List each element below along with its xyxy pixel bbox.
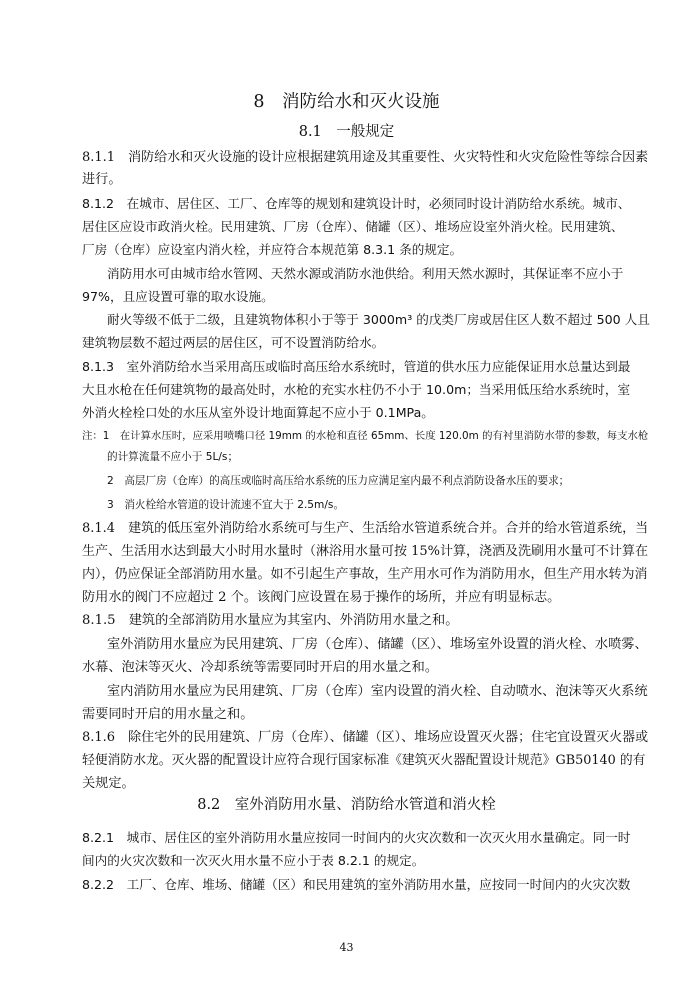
- paragraph-line: 间内的火灾次数和一次灭火用水量不应小于表 8.2.1 的规定。: [82, 853, 425, 868]
- paragraph-line: 居住区应设市政消火栓。民用建筑、厂房（仓库）、储罐（区）、堆场应设室外消火栓。民用建筑、: [82, 219, 624, 234]
- note-line: 注：1 在计算水压时，应采用喷嘴口径 19mm 的水枪和直径 65mm、长度 120.0m 的有衬里消防水带的参数，每支水枪: [82, 430, 649, 442]
- chapter-title: 8 消防给水和灭火设施: [253, 92, 440, 112]
- paragraph-line: 室内消防用水量应为民用建筑、厂房（仓库）室内设置的消火栓、自动喷水、泡沫等灭火系统: [107, 684, 648, 699]
- paragraph-line: 8.1.4 建筑的低压室外消防给水系统可与生产、生活给水管道系统合并。合并的给水管道系统，当: [82, 521, 649, 536]
- note-line: 3 消火栓给水管道的设计流速不宜大于 2.5m/s。: [107, 499, 345, 511]
- paragraph-line: 大且水枪在任何建筑物的最高处时，水枪的充实水柱仍不小于 10.0m；当采用低压给水系统时，室: [82, 382, 631, 397]
- paragraph-line: 室外消防用水量应为民用建筑、厂房（仓库）、储罐（区）、堆场室外设置的消火栓、水喷雾、: [107, 637, 648, 652]
- paragraph-line: 生产、生活用水达到最大小时用水量时（淋浴用水量可按 15%计算，浇洒及洗刷用水量可不计算在: [82, 544, 649, 559]
- paragraph-line: 8.1.6 除住宅外的民用建筑、厂房（仓库）、储罐（区）、堆场应设置灭火器；住宅宜设置灭火器或: [82, 730, 649, 745]
- paragraph-line: 厂房（仓库）应设室内消火栓，并应符合本规范第 8.3.1 条的规定。: [82, 242, 463, 257]
- paragraph-line: 8.2.1 城市、居住区的室外消防用水量应按同一时间内的火灾次数和一次灭火用水量确定。同一时: [82, 830, 631, 845]
- section-title: 8.1 一般规定: [298, 124, 395, 140]
- paragraph-line: 外消火栓栓口处的水压从室外设计地面算起不应小于 0.1MPa。: [82, 405, 434, 420]
- paragraph-line: 8.1.1 消防给水和灭火设施的设计应根据建筑用途及其重要性、火灾特性和火灾危险性等综合因素: [82, 150, 649, 165]
- paragraph-line: 耐火等级不低于二级，且建筑物体积小于等于 3000m³ 的戊类厂房或居住区人数不超过 500 人且: [107, 312, 650, 327]
- paragraph-line: 建筑物层数不超过两层的居住区，可不设置消防给水。: [82, 335, 385, 350]
- paragraph-line: 8.2.2 工厂、仓库、堆场、储罐（区）和民用建筑的室外消防用水量，应按同一时间内的火灾次数: [82, 877, 631, 892]
- paragraph-line: 轻便消防水龙。灭火器的配置设计应符合现行国家标准《建筑灭火器配置设计规范》GB50140 的有: [82, 753, 646, 768]
- paragraph-line: 防用水的阀门不应超过 2 个。该阀门应设置在易于操作的场所，并应有明显标志。: [82, 590, 561, 605]
- paragraph-line: 水幕、泡沫等灭火、冷却系统等需要同时开启的用水量之和。: [82, 660, 439, 675]
- paragraph-line: 需要同时开启的用水量之和。: [82, 707, 254, 722]
- page-number: 43: [339, 941, 354, 954]
- section-title: 8.2 室外消防用水量、消防给水管道和消火栓: [197, 797, 496, 813]
- paragraph-line: 关规定。: [82, 776, 135, 791]
- paragraph-line: 消防用水可由城市给水管网、天然水源或消防水池供给。利用天然水源时，其保证率不应小于: [107, 266, 624, 281]
- paragraph-line: 97%，且应设置可靠的取水设施。: [82, 289, 274, 304]
- paragraph-line: 8.1.3 室外消防给水当采用高压或临时高压给水系统时，管道的供水压力应能保证用水总量达到最: [82, 359, 631, 374]
- note-line: 的计算流量不应小于 5L/s；: [107, 451, 239, 463]
- paragraph-line: 进行。: [82, 172, 122, 187]
- paragraph-line: 8.1.2 在城市、居住区、工厂、仓库等的规划和建筑设计时，必须同时设计消防给水系统。城市、: [82, 196, 631, 211]
- paragraph-line: 8.1.5 建筑的全部消防用水量应为其室内、外消防用水量之和。: [82, 613, 459, 628]
- note-line: 2 高层厂房（仓库）的高压或临时高压给水系统的压力应满足室内最不利点消防设备水压的要求；: [107, 475, 570, 487]
- paragraph-line: 内），仍应保证全部消防用水量。如不引起生产事故，生产用水可作为消防用水，但生产用水转为消: [82, 567, 648, 582]
